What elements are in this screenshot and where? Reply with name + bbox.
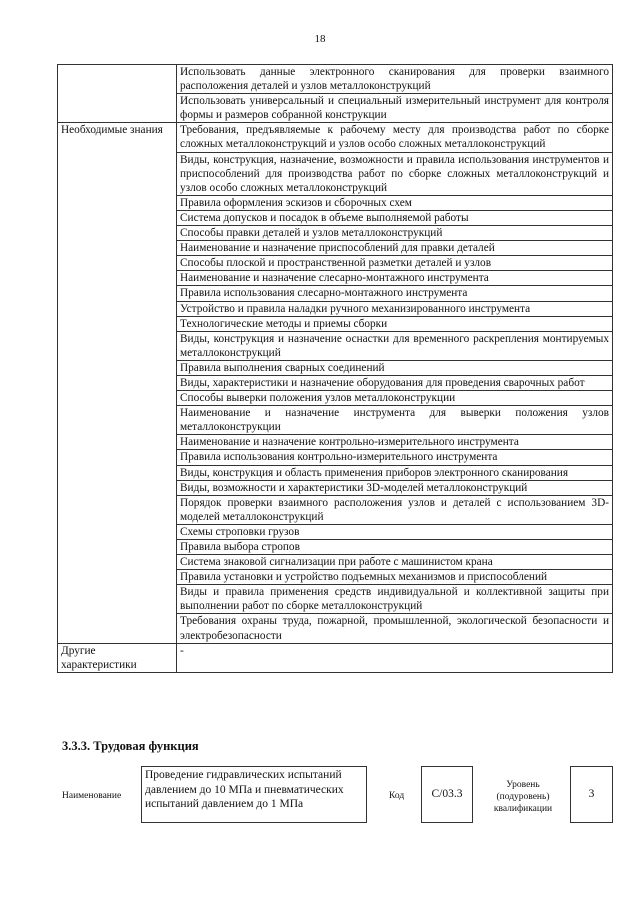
requirement-text: Система допусков и посадок в объеме выполняемой работы (177, 210, 613, 225)
requirement-text: Требования, предъявляемые к рабочему месту для производства работ по сборке сложных металлоконструкций и узлов особо сложных металлоконструкций (177, 123, 613, 152)
row-label-cell (58, 450, 177, 465)
table-row (58, 256, 613, 271)
row-label-cell (58, 614, 177, 643)
row-label-cell (58, 375, 177, 390)
table-row (58, 360, 613, 375)
name-value-box (141, 766, 367, 823)
requirement-text: Порядок проверки взаимного расположения узлов и деталей с использованием 3D-моделей металлоконструкций (177, 495, 613, 524)
requirement-text: Схемы строповки грузов (177, 524, 613, 539)
table-row (58, 435, 613, 450)
row-label-cell (58, 540, 177, 555)
requirement-text: - (177, 643, 613, 672)
row-label-cell (58, 524, 177, 539)
level-label: Уровень (подуровень) квалификации (493, 780, 553, 814)
table-row (58, 450, 613, 465)
table-row (58, 152, 613, 195)
requirement-text: Виды, возможности и характеристики 3D-моделей металлоконструкций (177, 480, 613, 495)
table-row (58, 614, 613, 643)
table-row (58, 94, 613, 123)
row-label-cell (58, 316, 177, 331)
row-label-cell (58, 271, 177, 286)
table-row (58, 271, 613, 286)
row-label-cell (58, 256, 177, 271)
requirement-text: Виды, характеристики и назначение оборудования для проведения сварочных работ (177, 375, 613, 390)
table-row (58, 495, 613, 524)
requirement-text: Требования охраны труда, пожарной, промышленной, экологической безопасности и электробезопасности (177, 614, 613, 643)
requirement-text: Наименование и назначение инструмента для выверки положения узлов металлоконструкции (177, 406, 613, 435)
requirement-text: Способы правки деталей и узлов металлоконструкций (177, 226, 613, 241)
table-row (58, 301, 613, 316)
requirement-text: Устройство и правила наладки ручного механизированного инструмента (177, 301, 613, 316)
page-number: 18 (314, 33, 326, 45)
table-row (58, 540, 613, 555)
level-value: 3 (588, 788, 595, 801)
row-label-cell (58, 152, 177, 195)
name-value: Проведение гидравлических испытаний давлением до 10 МПа и пневматических испытаний давлением до 1 МПа (145, 769, 344, 810)
row-label-cell (58, 65, 177, 94)
row-label-cell (58, 585, 177, 614)
requirement-text: Использовать универсальный и специальный измерительный инструмент для контроля формы и размеров собранной конструкции (177, 94, 613, 123)
row-label-cell (58, 360, 177, 375)
requirement-text: Использовать данные электронного сканирования для проверки взаимного расположения деталей и узлов металлоконструкций (177, 65, 613, 94)
requirement-text: Виды, конструкция, назначение, возможности и правила использования инструментов и приспособлений для производства работ по сборке сложных металлоконструкций и узлов особо сложных металлоконструкций (177, 152, 613, 195)
row-label-cell (58, 286, 177, 301)
table-row (58, 555, 613, 570)
level-value-box (570, 766, 613, 823)
requirement-text: Правила использования контрольно-измерительного инструмента (177, 450, 613, 465)
table-row (58, 524, 613, 539)
row-label-cell (58, 495, 177, 524)
name-label: Наименование (62, 791, 122, 801)
row-label-cell (58, 301, 177, 316)
requirement-text: Правила выполнения сварных соединений (177, 360, 613, 375)
table-row (58, 226, 613, 241)
table-row (58, 241, 613, 256)
table-row (58, 65, 613, 94)
requirement-text: Виды и правила применения средств индивидуальной и коллективной защиты при выполнении работ по сборке металлоконструкций (177, 585, 613, 614)
table-row (58, 480, 613, 495)
table-row (58, 375, 613, 390)
requirement-text: Правила оформления эскизов и сборочных схем (177, 195, 613, 210)
requirement-text: Технологические методы и приемы сборки (177, 316, 613, 331)
table-row (58, 195, 613, 210)
requirement-text: Виды, конструкция и область применения приборов электронного сканирования (177, 465, 613, 480)
row-label-cell (58, 226, 177, 241)
requirement-text: Виды, конструкция и назначение оснастки для временного раскрепления монтируемых металлоконструкций (177, 331, 613, 360)
code-label: Код (389, 791, 405, 801)
row-label-cell (58, 435, 177, 450)
row-label-cell (58, 570, 177, 585)
row-label-cell (58, 465, 177, 480)
row-label-cell (58, 195, 177, 210)
requirement-text: Способы плоской и пространственной разметки деталей и узлов (177, 256, 613, 271)
code-value-box (421, 766, 473, 823)
row-label-cell: Необходимые знания (58, 123, 177, 152)
table-row (58, 643, 613, 672)
requirement-text: Правила использования слесарно-монтажного инструмента (177, 286, 613, 301)
row-label-cell (58, 210, 177, 225)
row-label-cell (58, 94, 177, 123)
row-label-cell (58, 391, 177, 406)
table-row (58, 391, 613, 406)
requirements-table (57, 64, 613, 673)
requirement-text: Наименование и назначение слесарно-монтажного инструмента (177, 271, 613, 286)
row-label-cell (58, 241, 177, 256)
table-row (58, 123, 613, 152)
code-value: C/03.3 (431, 788, 463, 801)
requirement-text: Правила выбора стропов (177, 540, 613, 555)
row-label-cell (58, 406, 177, 435)
row-label-cell (58, 331, 177, 360)
table-row (58, 331, 613, 360)
table-row (58, 570, 613, 585)
table-row (58, 286, 613, 301)
table-row (58, 465, 613, 480)
table-row (58, 585, 613, 614)
table-row (58, 316, 613, 331)
row-label-cell (58, 555, 177, 570)
row-label-cell: Другие характеристики (58, 643, 177, 672)
requirement-text: Наименование и назначение контрольно-измерительного инструмента (177, 435, 613, 450)
row-label-cell (58, 480, 177, 495)
requirement-text: Система знаковой сигнализации при работе с машинистом крана (177, 555, 613, 570)
requirement-text: Способы выверки положения узлов металлоконструкции (177, 391, 613, 406)
table-row (58, 210, 613, 225)
requirement-text: Наименование и назначение приспособлений для правки деталей (177, 241, 613, 256)
requirement-text: Правила установки и устройство подъемных механизмов и приспособлений (177, 570, 613, 585)
section-title: 3.3.3. Трудовая функция (62, 739, 199, 753)
table-row (58, 406, 613, 435)
